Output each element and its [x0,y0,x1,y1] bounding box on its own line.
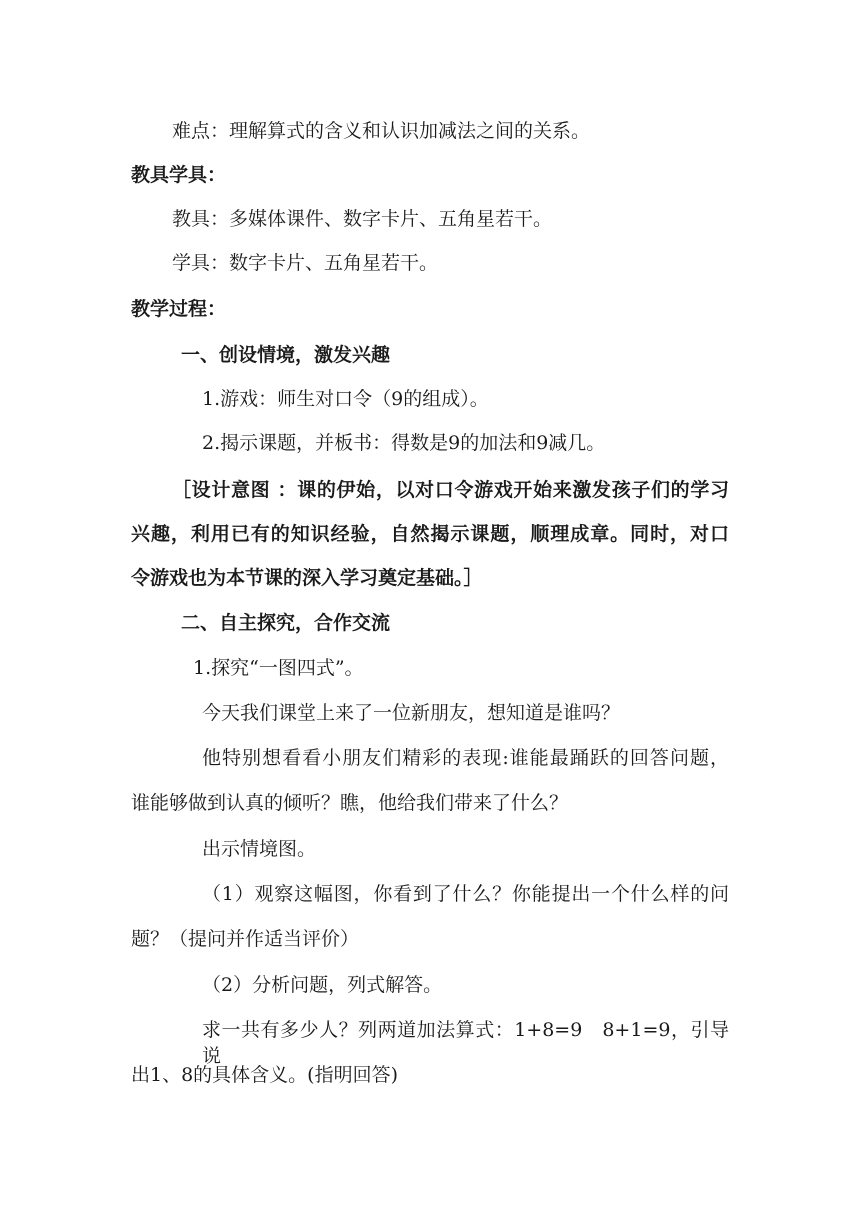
explore-line: 1.探究“一图四式”。 [193,657,364,679]
student-aids-line: 学具：数字卡片、五角星若干。 [172,252,439,274]
new-friend-line: 今天我们课堂上来了一位新朋友，想知道是谁吗？ [202,702,621,724]
step-1-line: 1.游戏：师生对口令（9的组成）。 [202,388,489,410]
step-2-line: 2.揭示课题，并板书：得数是9的加法和9减几。 [202,432,606,454]
difficulty-line: 难点：理解算式的含义和认识加减法之间的关系。 [172,120,591,142]
design-intent-line-3: 令游戏也为本节课的深入学习奠定基础。］ [131,567,483,589]
observe-line-1: （1）观察这幅图，你看到了什么？你能提出一个什么样的问 [202,883,729,905]
paragraph-line-1: 他特别想看看小朋友们精彩的表现:谁能最踊跃的回答问题， [202,747,729,769]
paragraph-line-2: 谁能够做到认真的倾听？瞧，他给我们带来了什么？ [131,792,569,814]
section-heading-teaching-process: 教学过程： [131,298,227,320]
section-heading-teaching-aids: 教具学具： [131,164,227,186]
analyze-line: （2）分析问题，列式解答。 [202,974,443,996]
observe-line-2: 题？（提问并作适当评价） [131,928,360,950]
design-intent-line-2: 兴趣，利用已有的知识经验，自然揭示课题，顺理成章。同时，对口 [131,523,729,545]
teacher-aids-line: 教具：多媒体课件、数字卡片、五角星若干。 [172,208,553,230]
subheading-part-one: 一、创设情境，激发兴趣 [181,344,391,366]
subheading-part-two: 二、自主探究，合作交流 [181,612,391,634]
design-intent-line-1: ［设计意图 ：课的伊始，以对口令游戏开始来激发孩子们的学习 [172,479,729,501]
show-picture-line: 出示情境图。 [202,838,317,860]
equation-line-2: 出1、8的具体含义。(指明回答) [131,1064,399,1086]
equation-line-1: 求一共有多少人？列两道加法算式：1+8=9 8+1=9，引导说 [202,1019,729,1067]
